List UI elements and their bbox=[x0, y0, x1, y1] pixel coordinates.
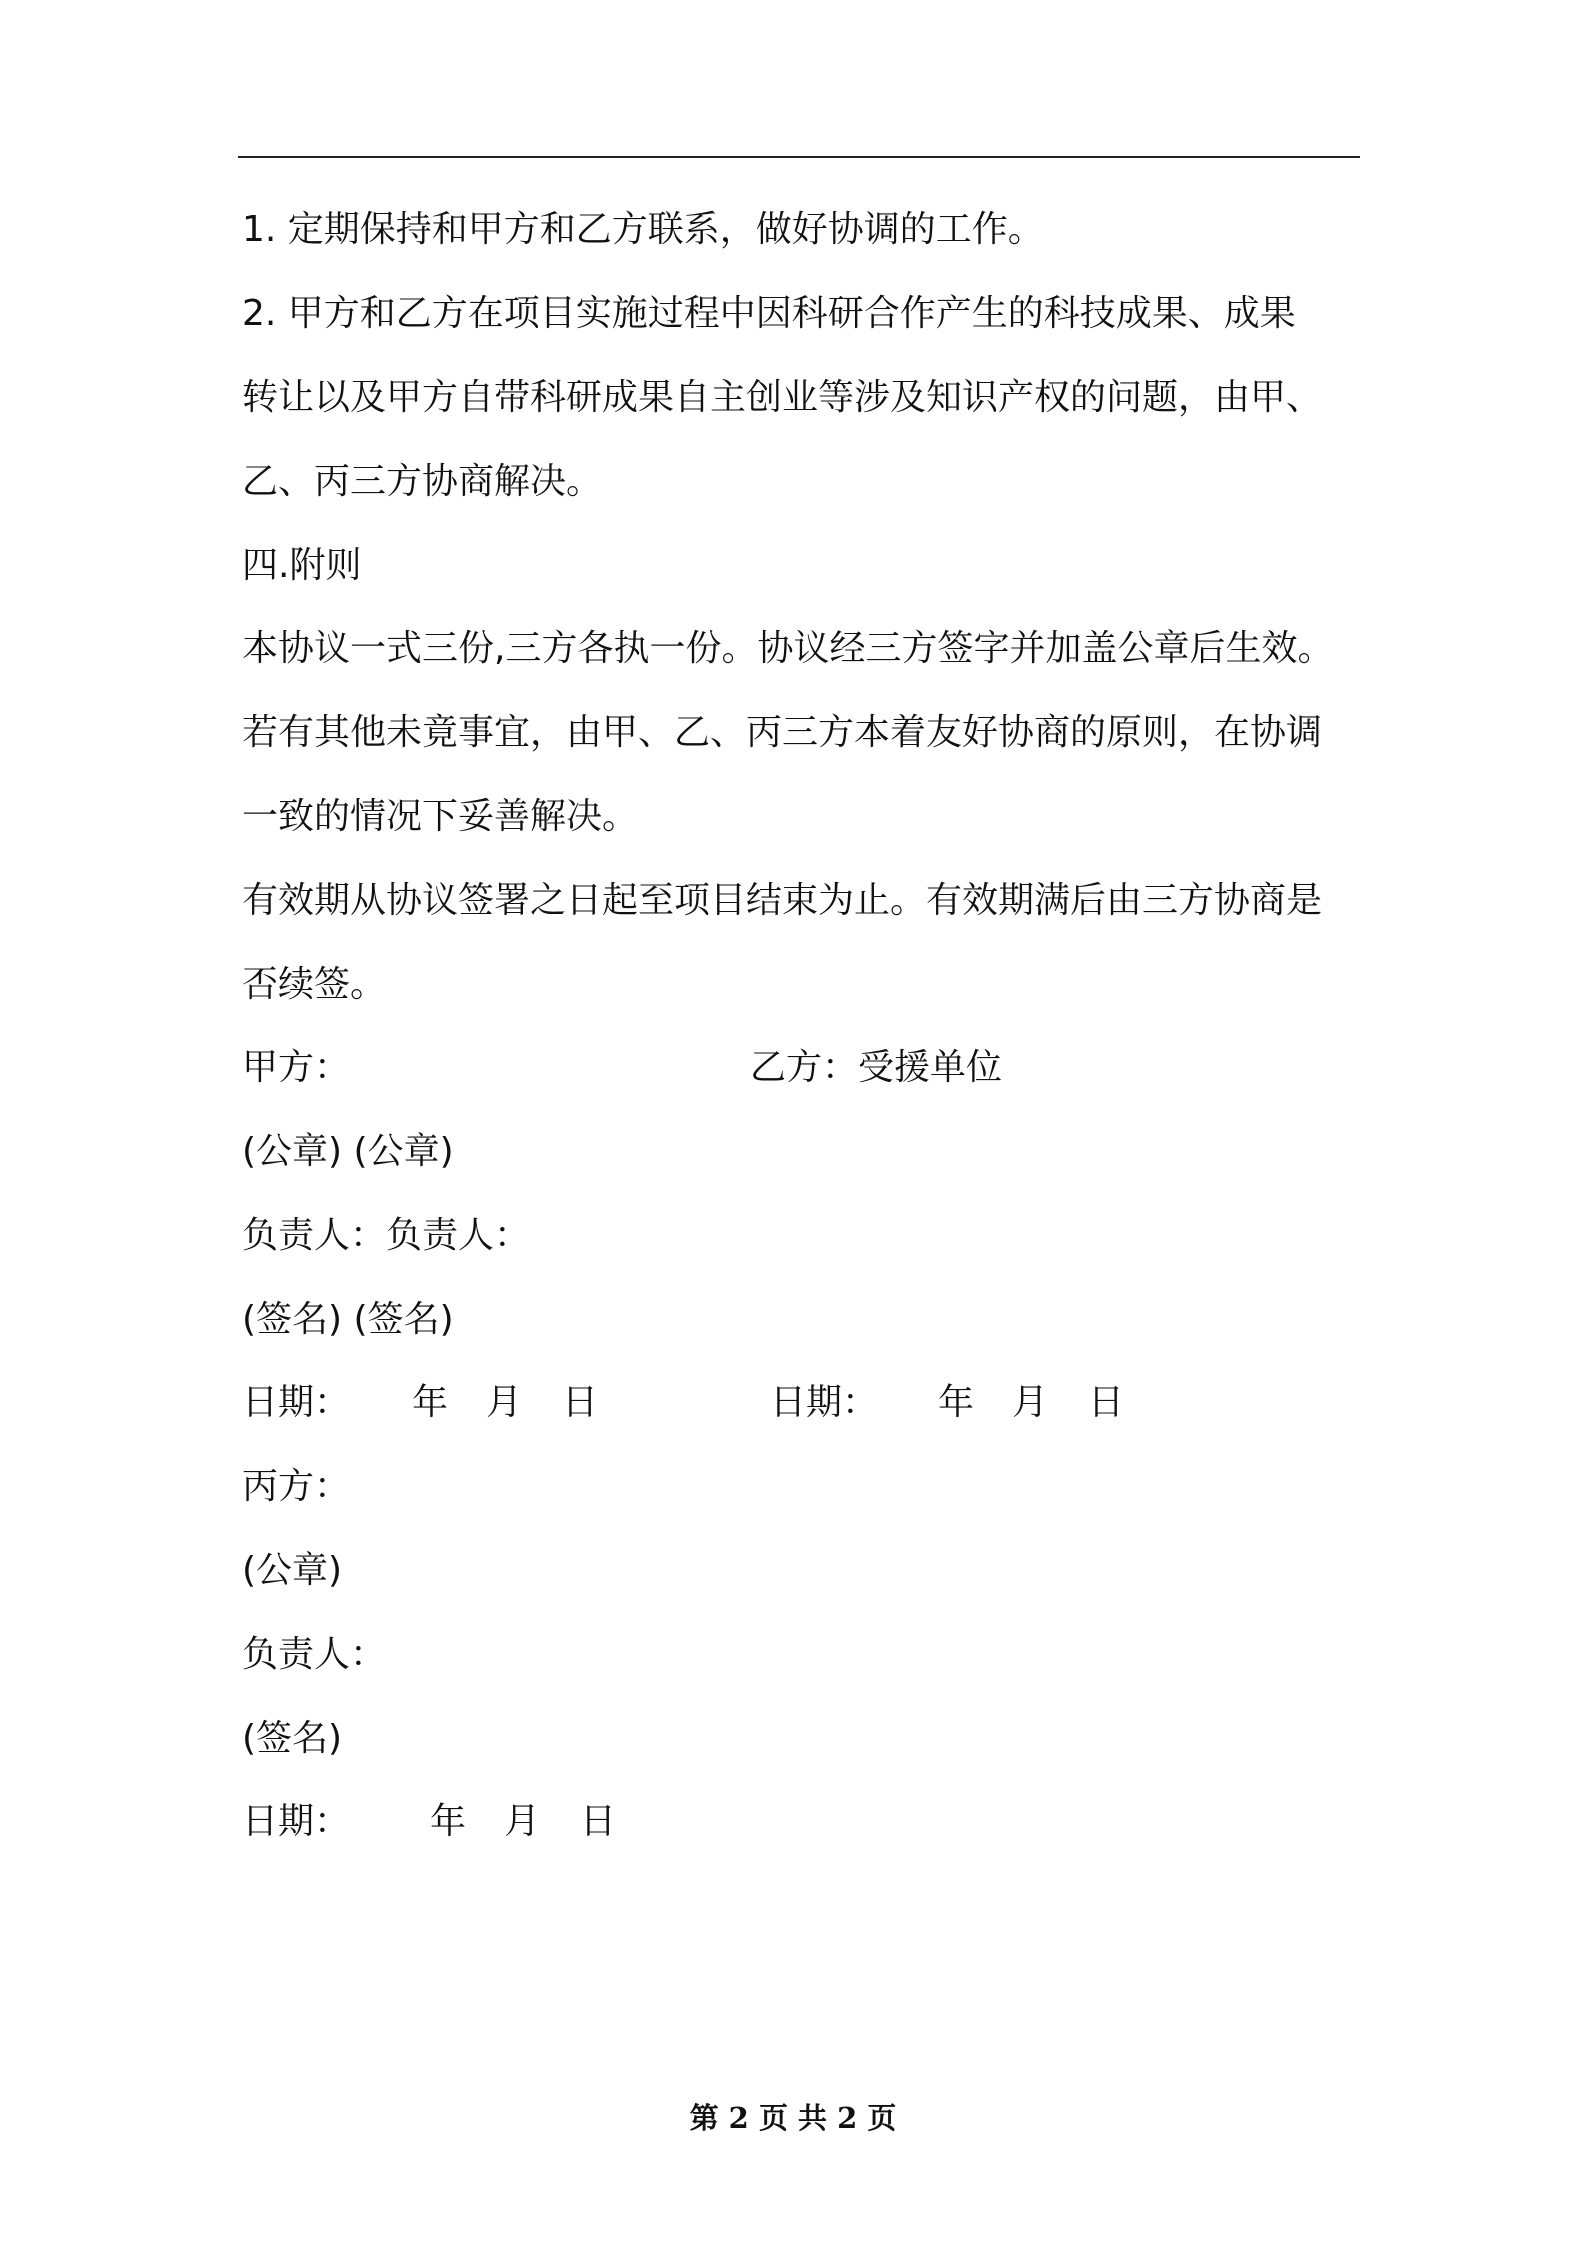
clause-2-line-2: 转让以及甲方自带科研成果自主创业等涉及知识产权的问题，由甲、 bbox=[242, 377, 1323, 418]
date-label-a: 日期： bbox=[242, 1382, 351, 1423]
party-a-label: 甲方： bbox=[242, 1047, 351, 1088]
responsible-c: 负责人： bbox=[242, 1634, 387, 1675]
date-label-b: 日期： bbox=[770, 1382, 879, 1423]
page-number: 第 2 页 共 2 页 bbox=[689, 2101, 897, 2135]
seal-c: (公章) bbox=[242, 1550, 343, 1591]
sign-row: (签名) (签名) bbox=[242, 1299, 454, 1340]
date-year-c: 年 bbox=[430, 1801, 467, 1842]
validity-line-1: 有效期从协议签署之日起至项目结束为止。有效期满后由三方协商是 bbox=[242, 880, 1323, 921]
clause-2-line-3: 乙、丙三方协商解决。 bbox=[242, 461, 603, 502]
section-heading-appendix: 四.附则 bbox=[242, 545, 362, 586]
date-label-c: 日期： bbox=[242, 1801, 351, 1842]
seal-row: (公章) (公章) bbox=[242, 1131, 454, 1172]
date-month-c: 月 bbox=[504, 1801, 541, 1842]
party-b-label: 乙方：受援单位 bbox=[750, 1047, 1003, 1088]
header-rule bbox=[238, 156, 1360, 158]
appendix-line-3: 一致的情况下妥善解决。 bbox=[242, 796, 639, 837]
sign-c: (签名) bbox=[242, 1718, 343, 1759]
clause-2-line-1: 2. 甲方和乙方在项目实施过程中因科研合作产生的科技成果、成果 bbox=[242, 293, 1296, 334]
date-year-b: 年 bbox=[938, 1382, 975, 1423]
validity-line-2: 否续签。 bbox=[242, 964, 387, 1005]
date-day-b: 日 bbox=[1088, 1382, 1125, 1423]
date-month-a: 月 bbox=[486, 1382, 523, 1423]
date-month-b: 月 bbox=[1012, 1382, 1049, 1423]
party-c-label: 丙方： bbox=[242, 1466, 351, 1507]
date-day-c: 日 bbox=[580, 1801, 617, 1842]
date-year-a: 年 bbox=[412, 1382, 449, 1423]
responsible-row: 负责人：负责人： bbox=[242, 1215, 531, 1256]
appendix-line-1: 本协议一式三份,三方各执一份。协议经三方签字并加盖公章后生效。 bbox=[242, 628, 1334, 669]
clause-1: 1. 定期保持和甲方和乙方联系，做好协调的工作。 bbox=[242, 209, 1044, 250]
appendix-line-2: 若有其他未竟事宜，由甲、乙、丙三方本着友好协商的原则，在协调 bbox=[242, 712, 1323, 753]
date-day-a: 日 bbox=[562, 1382, 599, 1423]
